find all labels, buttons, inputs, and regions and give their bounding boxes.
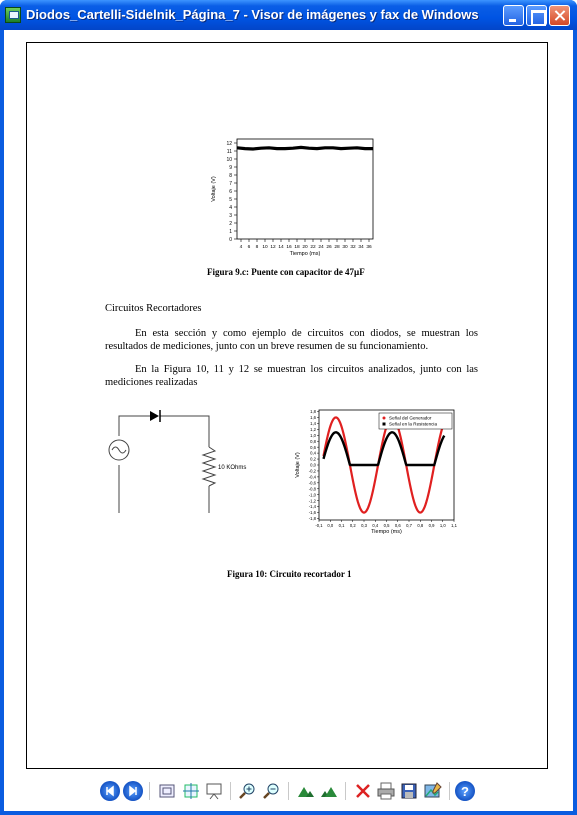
next-image-button[interactable] [123,781,143,801]
x-axis-label: Tiempo (ms) [289,251,321,257]
y-axis-label: Voltaje (V) [211,176,217,202]
minimize-button[interactable] [503,5,524,26]
viewer-toolbar [4,772,573,811]
y-tick-label: 1 [229,228,232,235]
x-tick-label: 14 [278,245,284,250]
previous-icon [100,781,120,801]
y-tick-label: -0,2 [308,468,316,474]
y-tick-label: -1,0 [308,492,316,498]
rotate-counterclockwise-icon [319,781,339,801]
plot-frame [237,139,373,239]
help-icon [455,781,475,801]
actual-size-icon [181,781,201,801]
resistor-zigzag [203,447,215,486]
section-heading: Circuitos Recortadores [105,303,202,314]
next-icon [123,781,143,801]
svg-text:?: ? [461,784,469,799]
toolbar-separator [345,782,346,800]
x-tick-label: 6 [247,245,251,250]
document-page [26,42,548,769]
rotate-clockwise-button[interactable] [296,781,316,801]
legend-label-generador: Señal del Generador [389,415,432,421]
y-tick-label: 5 [229,196,232,203]
print-button[interactable] [376,781,396,801]
save-button[interactable] [399,781,419,801]
image-viewer-icon[interactable] [5,7,21,23]
y-tick-label: 3 [229,212,232,219]
x-tick-label: 1,0 [439,523,446,528]
y-tick-label: 1,2 [310,426,316,432]
y-tick-label: 4 [229,204,232,211]
diode-icon [150,410,160,422]
y-tick-label: -1,4 [308,504,316,510]
ac-source-icon [109,440,129,460]
y-tick-label: -0,4 [308,474,316,480]
y-tick-label: -1,6 [308,510,316,516]
previous-image-button[interactable] [100,781,120,801]
y-tick-label: 7 [229,180,232,187]
x-tick-label: 0,7 [406,523,412,528]
legend-marker-generador [383,417,386,420]
y-tick-label: 1,8 [310,409,316,415]
zoom-in-icon [238,781,258,801]
delete-icon [353,781,373,801]
window-title: Diodos_Cartelli-Sidelnik_Página_7 - Visor de imágenes y fax de Windows [26,7,479,22]
x-tick-label: 8 [255,245,259,250]
resistor-label: 10 KOhms [218,465,247,471]
maximize-button[interactable] [526,5,547,26]
x-tick-label: 1,1 [451,523,457,528]
y-tick-label: 1,4 [310,420,316,426]
y-tick-label: -0,8 [308,486,316,492]
y-tick-label: 10 [226,156,232,163]
zoom-out-button[interactable] [262,781,282,801]
circuit-diagram [102,403,272,513]
x-tick-label: 32 [350,245,356,250]
chart-puente-capacitor [197,127,377,257]
zoom-out-icon [262,781,282,801]
viewer-client-area [4,30,573,811]
y-tick-label: 11 [226,148,232,155]
x-tick-label: 30 [342,245,348,250]
x-tick-label: 26 [326,245,332,250]
edit-image-icon [423,781,443,801]
rotate-counterclockwise-button[interactable] [319,781,339,801]
y-tick-label: 0,8 [310,438,316,444]
title-bar[interactable] [0,0,577,30]
y-tick-label: 0,6 [310,444,316,450]
x-tick-label: 24 [318,245,324,250]
x-axis-label: Tiempo (ms) [371,529,402,535]
y-tick-label: 12 [226,140,232,147]
x-tick-label: 0,2 [349,523,356,528]
actual-size-button[interactable] [181,781,201,801]
slideshow-button[interactable] [204,781,224,801]
x-tick-label: 4 [239,245,243,250]
best-fit-icon [157,781,177,801]
series-line [237,147,373,149]
close-button[interactable] [549,5,570,26]
y-tick-label: -0,6 [308,480,316,486]
paragraph-2: En la Figura 10, 11 y 12 se muestran los circuitos analizados, junto con las mediciones realizadas [105,364,478,388]
y-tick-label: -1,8 [308,516,316,522]
x-tick-label: 0,1 [338,523,345,528]
toolbar-separator [230,782,231,800]
x-tick-label: 0,3 [361,523,367,528]
legend-marker-resistencia [383,423,386,426]
paragraph-1: En esta sección y como ejemplo de circuitos con diodos, se muestran los resultados de mediciones, junto con un breve resumen de su funcionamiento. [105,328,478,352]
legend-label-resistencia: Señal en la Resistencia [389,421,438,427]
toolbar-separator [449,782,450,800]
print-icon [376,781,396,801]
save-icon [399,781,419,801]
figure-caption-10: Figura 10: Circuito recortador 1 [227,569,352,579]
x-tick-label: 16 [286,245,292,250]
x-tick-label: 34 [358,245,364,250]
y-tick-label: 0 [229,236,232,243]
best-fit-button[interactable] [157,781,177,801]
slideshow-icon [204,781,224,801]
delete-button[interactable] [353,781,373,801]
y-tick-label: 8 [229,172,232,179]
rotate-clockwise-icon [296,781,316,801]
y-tick-label: 1,6 [310,415,316,421]
help-button[interactable] [455,781,475,801]
y-tick-label: -1,2 [308,498,316,504]
y-tick-label: 9 [229,164,232,171]
y-tick-label: 0,0 [310,462,316,468]
x-tick-label: 36 [366,245,372,250]
x-tick-label: 0,4 [372,523,379,528]
x-tick-label: 0,8 [417,523,424,528]
zoom-in-button[interactable] [238,781,258,801]
edit-image-button[interactable] [423,781,443,801]
chart-circuito-recortador [289,398,459,543]
y-tick-label: 6 [229,188,232,195]
x-tick-label: 0,0 [327,523,334,528]
y-axis-label: Voltaje (V) [295,452,301,478]
y-tick-label: 1,0 [310,432,316,438]
x-tick-label: 0,6 [394,523,401,528]
x-tick-label: 22 [310,245,316,250]
x-tick-label: 12 [270,245,276,250]
x-tick-label: 0,9 [428,523,435,528]
figure-caption-9c: Figura 9.c: Puente con capacitor de 47µF [207,267,365,277]
x-tick-label: 18 [294,245,300,250]
y-tick-label: 2 [229,220,232,227]
x-tick-label: 0,5 [383,523,390,528]
x-tick-label: 10 [262,245,268,250]
x-tick-label: -0,1 [315,523,323,528]
toolbar-separator [149,782,150,800]
y-tick-label: 0,4 [310,450,316,456]
x-tick-label: 28 [334,245,340,250]
x-tick-label: 20 [302,245,308,250]
y-tick-label: 0,2 [310,456,316,462]
toolbar-separator [288,782,289,800]
